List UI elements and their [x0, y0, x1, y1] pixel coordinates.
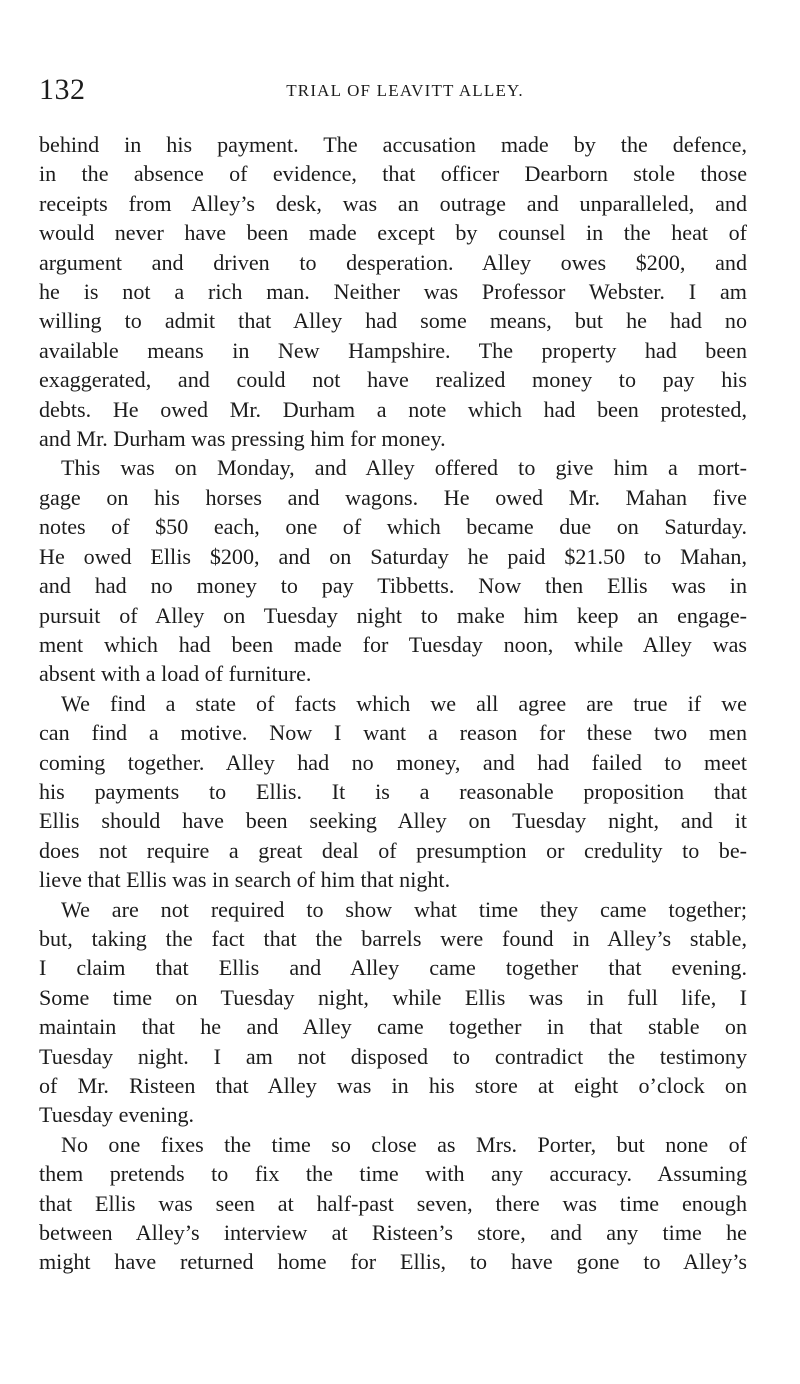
text-line: exaggerated, and could not have realized money to pay his — [39, 367, 747, 393]
text-line: can find a motive. Now I want a reason for these two men — [39, 720, 747, 746]
page-header — [39, 70, 747, 110]
text-line: receipts from Alley’s desk, was an outrage and unparalleled, and — [39, 190, 747, 216]
text-line: gage on his horses and wagons. He owed Mr. Mahan five — [39, 484, 747, 510]
text-line: between Alley’s interview at Risteen’s store, and any time he — [39, 1220, 747, 1246]
text-line: notes of $50 each, one of which became due on Saturday. — [39, 514, 747, 540]
text-line: No one fixes the time so close as Mrs. Porter, but none of — [61, 1131, 747, 1157]
text-line: absent with a load of furniture. — [39, 661, 312, 687]
text-line: he is not a rich man. Neither was Professor Webster. I am — [39, 279, 747, 305]
text-line: This was on Monday, and Alley offered to give him a mort- — [61, 455, 747, 481]
text-line: does not require a great deal of presumption or credulity to be- — [39, 837, 747, 863]
text-line: We are not required to show what time they came together; — [61, 896, 747, 922]
text-line: them pretends to fix the time with any accuracy. Assuming — [39, 1161, 747, 1187]
text-line: Tuesday evening. — [39, 1102, 195, 1128]
text-line: argument and driven to desperation. Alley owes $200, and — [39, 249, 747, 275]
text-line: He owed Ellis $200, and on Saturday he paid $21.50 to Mahan, — [39, 543, 747, 569]
text-line: and Mr. Durham was pressing him for money. — [39, 426, 446, 452]
text-line: behind in his payment. The accusation made by the defence, — [39, 132, 747, 157]
text-line: his payments to Ellis. It is a reasonable proposition that — [39, 778, 747, 804]
text-line: in the absence of evidence, that officer Dearborn stole those — [39, 161, 747, 187]
text-line: and had no money to pay Tibbetts. Now then Ellis was in — [39, 573, 747, 599]
body-text — [39, 130, 747, 1277]
text-line: that Ellis was seen at half-past seven, there was time enough — [39, 1190, 747, 1216]
text-line: ment which had been made for Tuesday noon, while Alley was — [39, 631, 747, 657]
text-line: Some time on Tuesday night, while Ellis was in full life, I — [39, 984, 747, 1010]
page-number: 132 — [39, 73, 86, 106]
text-line: would never have been made except by counsel in the heat of — [39, 220, 747, 246]
text-line: willing to admit that Alley had some means, but he had no — [39, 308, 747, 334]
text-line: debts. He owed Mr. Durham a note which had been protested, — [39, 396, 747, 422]
text-line: Tuesday night. I am not disposed to contradict the testimony — [39, 1043, 747, 1069]
text-line: maintain that he and Alley came together in that stable on — [39, 1014, 747, 1040]
text-line: I claim that Ellis and Alley came together that evening. — [39, 955, 747, 981]
text-line: but, taking the fact that the barrels were found in Alley’s stable, — [39, 925, 747, 951]
text-line: available means in New Hampshire. The property had been — [39, 337, 747, 363]
text-line: coming together. Alley had no money, and had failed to meet — [39, 749, 747, 775]
text-line: might have returned home for Ellis, to have gone to Alley’s — [39, 1249, 747, 1275]
text-line: Ellis should have been seeking Alley on Tuesday night, and it — [39, 808, 747, 834]
text-line: of Mr. Risteen that Alley was in his store at eight o’clock on — [39, 1073, 747, 1098]
running-head: TRIAL OF LEAVITT ALLEY. — [286, 81, 524, 100]
text-line: We find a state of facts which we all agree are true if we — [61, 690, 747, 716]
text-line: pursuit of Alley on Tuesday night to make him keep an engage- — [39, 602, 747, 628]
text-line: lieve that Ellis was in search of him that night. — [39, 867, 451, 893]
